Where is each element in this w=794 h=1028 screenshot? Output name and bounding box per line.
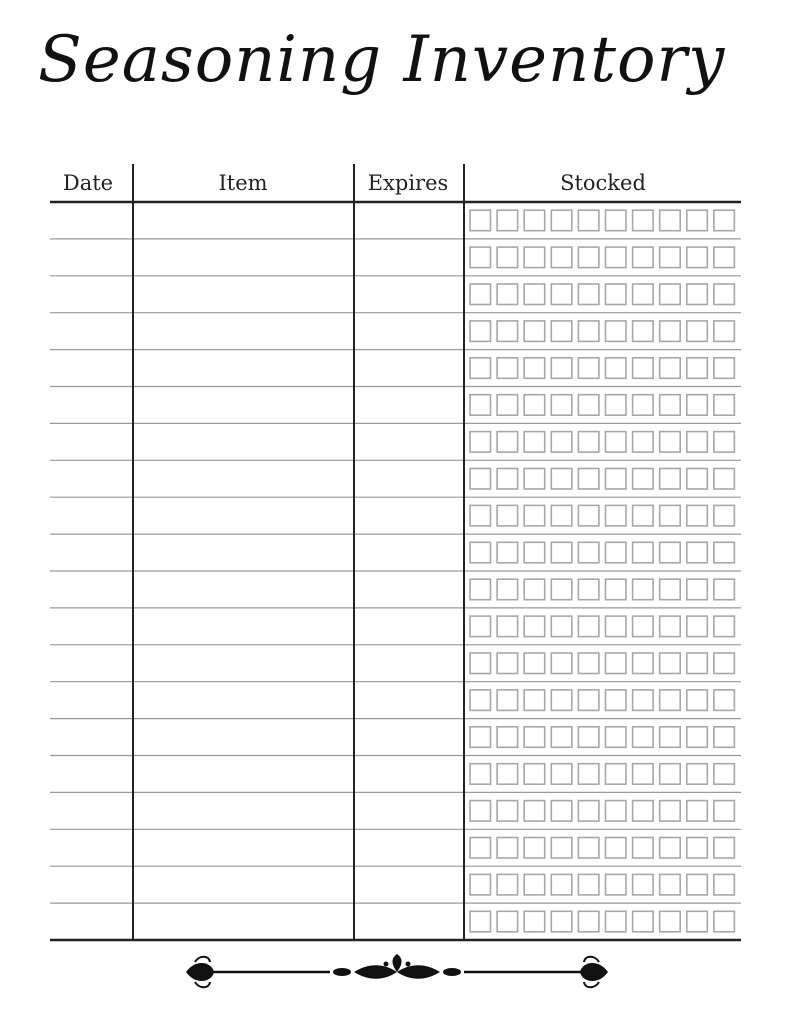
stock-checkbox[interactable]	[497, 395, 517, 416]
stock-checkbox[interactable]	[470, 690, 491, 711]
stock-checkbox[interactable]	[470, 838, 491, 859]
stock-checkbox[interactable]	[633, 616, 654, 637]
stock-checkbox[interactable]	[524, 727, 545, 748]
stock-checkbox[interactable]	[524, 395, 545, 416]
stock-checkbox[interactable]	[714, 838, 735, 859]
stock-checkbox[interactable]	[687, 284, 708, 305]
stock-checkbox[interactable]	[606, 542, 627, 563]
stock-checkbox[interactable]	[578, 801, 599, 822]
stock-checkbox[interactable]	[578, 838, 599, 859]
stock-checkbox[interactable]	[633, 764, 654, 785]
stock-checkbox[interactable]	[551, 432, 572, 453]
stock-checkbox[interactable]	[714, 247, 735, 268]
stock-checkbox[interactable]	[497, 284, 517, 305]
stock-checkbox[interactable]	[606, 764, 627, 785]
stock-checkbox[interactable]	[714, 210, 735, 231]
stock-checkbox[interactable]	[687, 616, 708, 637]
stock-checkbox[interactable]	[551, 838, 572, 859]
stock-checkbox[interactable]	[470, 801, 491, 822]
stock-checkbox[interactable]	[660, 542, 681, 563]
stock-checkbox[interactable]	[714, 727, 735, 748]
stock-checkbox[interactable]	[551, 764, 572, 785]
stock-checkbox[interactable]	[578, 358, 599, 379]
stock-checkbox[interactable]	[714, 801, 735, 822]
stock-checkbox[interactable]	[687, 247, 708, 268]
stock-checkbox[interactable]	[497, 469, 517, 490]
stock-checkbox[interactable]	[714, 911, 735, 932]
stock-checkbox[interactable]	[633, 321, 654, 342]
stock-checkbox[interactable]	[524, 210, 545, 231]
stock-checkbox[interactable]	[687, 395, 708, 416]
stock-checkbox[interactable]	[497, 542, 517, 563]
stock-checkbox[interactable]	[578, 542, 599, 563]
stock-checkbox[interactable]	[578, 579, 599, 600]
stock-checkbox[interactable]	[633, 653, 654, 674]
stock-checkbox[interactable]	[551, 469, 572, 490]
stock-checkbox[interactable]	[606, 395, 627, 416]
stock-checkbox[interactable]	[633, 505, 654, 526]
stock-checkbox[interactable]	[633, 395, 654, 416]
stock-checkbox[interactable]	[551, 579, 572, 600]
stock-checkbox[interactable]	[470, 727, 491, 748]
stock-checkbox[interactable]	[470, 284, 491, 305]
stock-checkbox[interactable]	[660, 764, 681, 785]
stock-checkbox[interactable]	[687, 911, 708, 932]
stock-checkbox[interactable]	[633, 247, 654, 268]
stock-checkbox[interactable]	[497, 321, 517, 342]
stock-checkbox[interactable]	[524, 690, 545, 711]
stock-checkbox[interactable]	[606, 321, 627, 342]
stock-checkbox[interactable]	[660, 321, 681, 342]
stock-checkbox[interactable]	[551, 505, 572, 526]
stock-checkbox[interactable]	[551, 653, 572, 674]
stock-checkbox[interactable]	[578, 874, 599, 895]
stock-checkbox[interactable]	[660, 284, 681, 305]
stock-checkbox[interactable]	[578, 469, 599, 490]
stock-checkbox[interactable]	[470, 616, 491, 637]
stock-checkbox[interactable]	[578, 911, 599, 932]
stock-checkbox[interactable]	[578, 321, 599, 342]
stock-checkbox[interactable]	[551, 801, 572, 822]
stock-checkbox[interactable]	[687, 358, 708, 379]
stock-checkbox[interactable]	[551, 395, 572, 416]
stock-checkbox[interactable]	[660, 801, 681, 822]
stock-checkbox[interactable]	[470, 469, 491, 490]
stock-checkbox[interactable]	[606, 874, 627, 895]
stock-checkbox[interactable]	[470, 321, 491, 342]
stock-checkbox[interactable]	[578, 210, 599, 231]
stock-checkbox[interactable]	[660, 911, 681, 932]
stock-checkbox[interactable]	[714, 542, 735, 563]
stock-checkbox[interactable]	[660, 247, 681, 268]
stock-checkbox[interactable]	[687, 469, 708, 490]
stock-checkbox[interactable]	[497, 838, 517, 859]
stock-checkbox[interactable]	[578, 653, 599, 674]
stock-checkbox[interactable]	[687, 874, 708, 895]
stock-checkbox[interactable]	[524, 838, 545, 859]
stock-checkbox[interactable]	[470, 247, 491, 268]
stock-checkbox[interactable]	[606, 505, 627, 526]
stock-checkbox[interactable]	[524, 542, 545, 563]
stock-checkbox[interactable]	[524, 653, 545, 674]
stock-checkbox[interactable]	[660, 469, 681, 490]
stock-checkbox[interactable]	[633, 690, 654, 711]
stock-checkbox[interactable]	[497, 690, 517, 711]
stock-checkbox[interactable]	[633, 542, 654, 563]
stock-checkbox[interactable]	[524, 505, 545, 526]
stock-checkbox[interactable]	[660, 874, 681, 895]
stock-checkbox[interactable]	[578, 432, 599, 453]
stock-checkbox[interactable]	[497, 874, 517, 895]
stock-checkbox[interactable]	[714, 432, 735, 453]
stock-checkbox[interactable]	[497, 358, 517, 379]
stock-checkbox[interactable]	[714, 358, 735, 379]
stock-checkbox[interactable]	[714, 653, 735, 674]
stock-checkbox[interactable]	[606, 838, 627, 859]
stock-checkbox[interactable]	[524, 247, 545, 268]
stock-checkbox[interactable]	[714, 579, 735, 600]
stock-checkbox[interactable]	[524, 911, 545, 932]
stock-checkbox[interactable]	[687, 727, 708, 748]
stock-checkbox[interactable]	[633, 469, 654, 490]
stock-checkbox[interactable]	[606, 432, 627, 453]
stock-checkbox[interactable]	[714, 284, 735, 305]
stock-checkbox[interactable]	[470, 505, 491, 526]
stock-checkbox[interactable]	[606, 358, 627, 379]
stock-checkbox[interactable]	[687, 764, 708, 785]
stock-checkbox[interactable]	[497, 727, 517, 748]
stock-checkbox[interactable]	[687, 801, 708, 822]
stock-checkbox[interactable]	[606, 469, 627, 490]
header-item: Item	[218, 171, 268, 195]
stock-checkbox[interactable]	[524, 358, 545, 379]
stock-checkbox[interactable]	[687, 210, 708, 231]
stock-checkbox[interactable]	[633, 210, 654, 231]
stock-checkbox[interactable]	[551, 690, 572, 711]
stock-checkbox[interactable]	[633, 358, 654, 379]
stock-checkbox[interactable]	[551, 911, 572, 932]
stock-checkbox[interactable]	[714, 395, 735, 416]
stock-checkbox[interactable]	[714, 505, 735, 526]
stock-checkbox[interactable]	[660, 690, 681, 711]
stock-checkbox[interactable]	[524, 579, 545, 600]
stock-checkbox[interactable]	[578, 284, 599, 305]
stock-checkbox[interactable]	[524, 616, 545, 637]
stock-checkbox[interactable]	[687, 321, 708, 342]
stock-checkbox[interactable]	[660, 616, 681, 637]
stock-checkbox[interactable]	[633, 801, 654, 822]
stock-checkbox[interactable]	[470, 764, 491, 785]
stock-checkbox[interactable]	[660, 505, 681, 526]
stock-checkbox[interactable]	[470, 653, 491, 674]
stock-checkbox[interactable]	[470, 432, 491, 453]
stock-checkbox[interactable]	[470, 210, 491, 231]
stock-checkbox[interactable]	[660, 727, 681, 748]
stock-checkbox[interactable]	[578, 395, 599, 416]
stock-checkbox[interactable]	[470, 874, 491, 895]
stock-checkbox[interactable]	[578, 727, 599, 748]
stock-checkbox[interactable]	[660, 653, 681, 674]
stock-checkbox[interactable]	[633, 911, 654, 932]
stock-checkbox[interactable]	[687, 542, 708, 563]
stock-checkbox[interactable]	[551, 616, 572, 637]
stock-checkbox[interactable]	[633, 284, 654, 305]
stock-checkbox[interactable]	[714, 469, 735, 490]
stock-checkbox[interactable]	[524, 469, 545, 490]
header-expires: Expires	[367, 171, 449, 195]
stock-checkbox[interactable]	[714, 321, 735, 342]
stock-checkbox[interactable]	[714, 616, 735, 637]
stock-checkbox[interactable]	[687, 653, 708, 674]
stock-checkbox[interactable]	[687, 432, 708, 453]
stock-checkbox[interactable]	[470, 911, 491, 932]
stock-checkbox[interactable]	[551, 321, 572, 342]
stock-checkbox[interactable]	[606, 616, 627, 637]
stock-checkbox[interactable]	[551, 247, 572, 268]
stock-checkbox[interactable]	[497, 505, 517, 526]
stock-checkbox[interactable]	[660, 838, 681, 859]
stock-checkbox[interactable]	[497, 210, 517, 231]
stock-checkbox[interactable]	[497, 432, 517, 453]
stock-checkbox[interactable]	[714, 874, 735, 895]
stock-checkbox[interactable]	[524, 801, 545, 822]
stock-checkbox[interactable]	[497, 653, 517, 674]
stock-checkbox[interactable]	[497, 616, 517, 637]
stock-checkbox[interactable]	[714, 764, 735, 785]
stock-checkbox[interactable]	[606, 210, 627, 231]
stock-checkbox[interactable]	[551, 542, 572, 563]
stock-checkbox[interactable]	[633, 727, 654, 748]
stock-checkbox[interactable]	[578, 764, 599, 785]
stock-checkbox[interactable]	[606, 247, 627, 268]
stock-checkbox[interactable]	[633, 838, 654, 859]
stock-checkbox[interactable]	[660, 579, 681, 600]
stock-checkbox[interactable]	[497, 247, 517, 268]
stock-checkbox[interactable]	[660, 432, 681, 453]
stock-checkbox[interactable]	[606, 801, 627, 822]
stock-checkbox[interactable]	[497, 579, 517, 600]
stock-checkbox[interactable]	[660, 395, 681, 416]
stock-checkbox[interactable]	[606, 579, 627, 600]
stock-checkbox[interactable]	[578, 616, 599, 637]
stock-checkbox[interactable]	[524, 321, 545, 342]
stock-checkbox[interactable]	[551, 284, 572, 305]
stock-checkbox[interactable]	[606, 284, 627, 305]
stock-checkbox[interactable]	[660, 210, 681, 231]
stock-checkbox[interactable]	[714, 690, 735, 711]
stock-checkbox[interactable]	[470, 395, 491, 416]
stock-checkbox[interactable]	[551, 210, 572, 231]
stock-checkbox[interactable]	[687, 505, 708, 526]
stock-checkbox[interactable]	[470, 542, 491, 563]
stock-checkbox[interactable]	[606, 911, 627, 932]
stock-checkbox[interactable]	[497, 911, 517, 932]
stock-checkbox[interactable]	[660, 358, 681, 379]
stock-checkbox[interactable]	[606, 653, 627, 674]
page-title: Seasoning Inventory	[38, 23, 726, 97]
stock-checkbox[interactable]	[524, 874, 545, 895]
stock-checkbox[interactable]	[524, 284, 545, 305]
stock-checkbox[interactable]	[633, 579, 654, 600]
stock-checkbox[interactable]	[497, 801, 517, 822]
stock-checkbox[interactable]	[578, 247, 599, 268]
stock-checkbox[interactable]	[470, 358, 491, 379]
stock-checkbox[interactable]	[551, 358, 572, 379]
header-date: Date	[62, 171, 114, 195]
stock-checkbox[interactable]	[633, 874, 654, 895]
stock-checkbox[interactable]	[606, 690, 627, 711]
stock-checkbox[interactable]	[551, 874, 572, 895]
header-stocked: Stocked	[560, 171, 646, 195]
stock-checkbox[interactable]	[687, 838, 708, 859]
stock-checkbox[interactable]	[606, 727, 627, 748]
stock-checkbox[interactable]	[470, 579, 491, 600]
stock-checkbox[interactable]	[524, 432, 545, 453]
stock-checkbox[interactable]	[524, 764, 545, 785]
stock-checkbox[interactable]	[551, 727, 572, 748]
stock-checkbox[interactable]	[497, 764, 517, 785]
stock-checkbox[interactable]	[687, 579, 708, 600]
stock-checkbox[interactable]	[578, 505, 599, 526]
stock-checkbox[interactable]	[687, 690, 708, 711]
flourish-divider-icon	[186, 954, 608, 987]
stock-checkbox[interactable]	[633, 432, 654, 453]
stock-checkbox[interactable]	[578, 690, 599, 711]
